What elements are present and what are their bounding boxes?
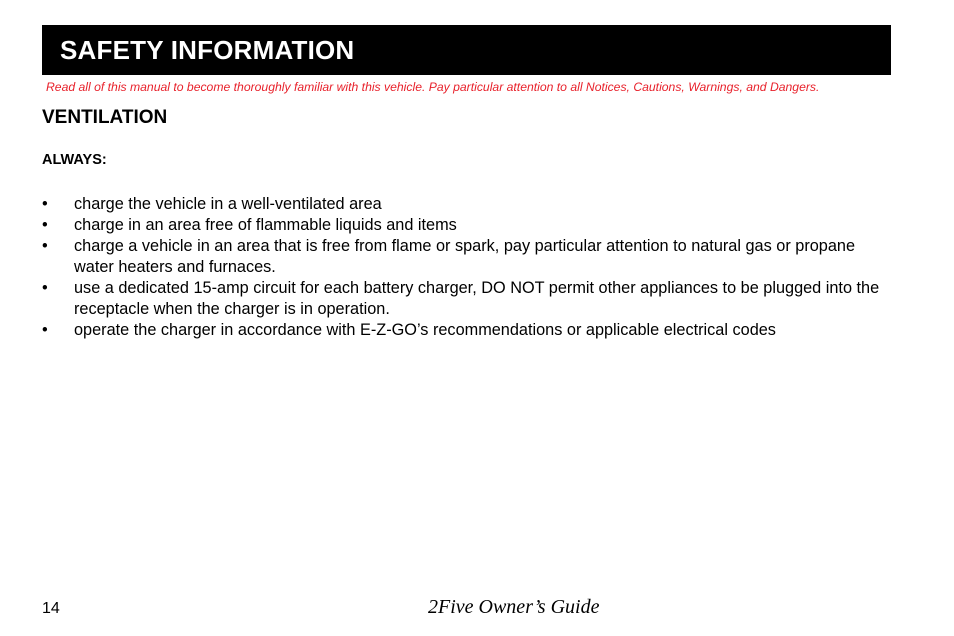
list-item (42, 194, 892, 215)
bullet-icon: • (42, 279, 48, 297)
list-item-text: charge in an area free of flammable liquids and items (74, 216, 457, 234)
safety-notice: Read all of this manual to become thoroughly familiar with this vehicle. Pay particular attention to all Notices, Cautions, Warnings, and Dangers. (46, 80, 820, 94)
page-number: 14 (42, 600, 60, 617)
section-header-bar (42, 25, 891, 75)
section-title: VENTILATION (42, 107, 168, 128)
bullet-icon: • (42, 237, 48, 255)
list-item-text: charge a vehicle in an area that is free from flame or spark, pay particular attention to natural gas or propane water heaters and furnaces. (74, 237, 856, 276)
list-item (42, 278, 892, 320)
list-item-text: use a dedicated 15-amp circuit for each battery charger, DO NOT permit other appliances to be plugged into the receptacle when the charger is in operation. (74, 279, 880, 318)
bullet-icon: • (42, 195, 48, 213)
list-item (42, 320, 892, 341)
bullet-icon: • (42, 321, 48, 339)
page-title: SAFETY INFORMATION (60, 34, 355, 65)
guide-title: 2Five Owner’s Guide (428, 596, 600, 618)
list-item-text: operate the charger in accordance with E-Z-GO’s recommendations or applicable electrical codes (74, 321, 776, 339)
list-item (42, 215, 892, 236)
list-item (42, 236, 892, 278)
ventilation-bullet-list (42, 194, 892, 341)
list-item-text: charge the vehicle in a well-ventilated area (74, 195, 382, 213)
bullet-icon: • (42, 216, 48, 234)
always-label: ALWAYS: (42, 152, 107, 168)
